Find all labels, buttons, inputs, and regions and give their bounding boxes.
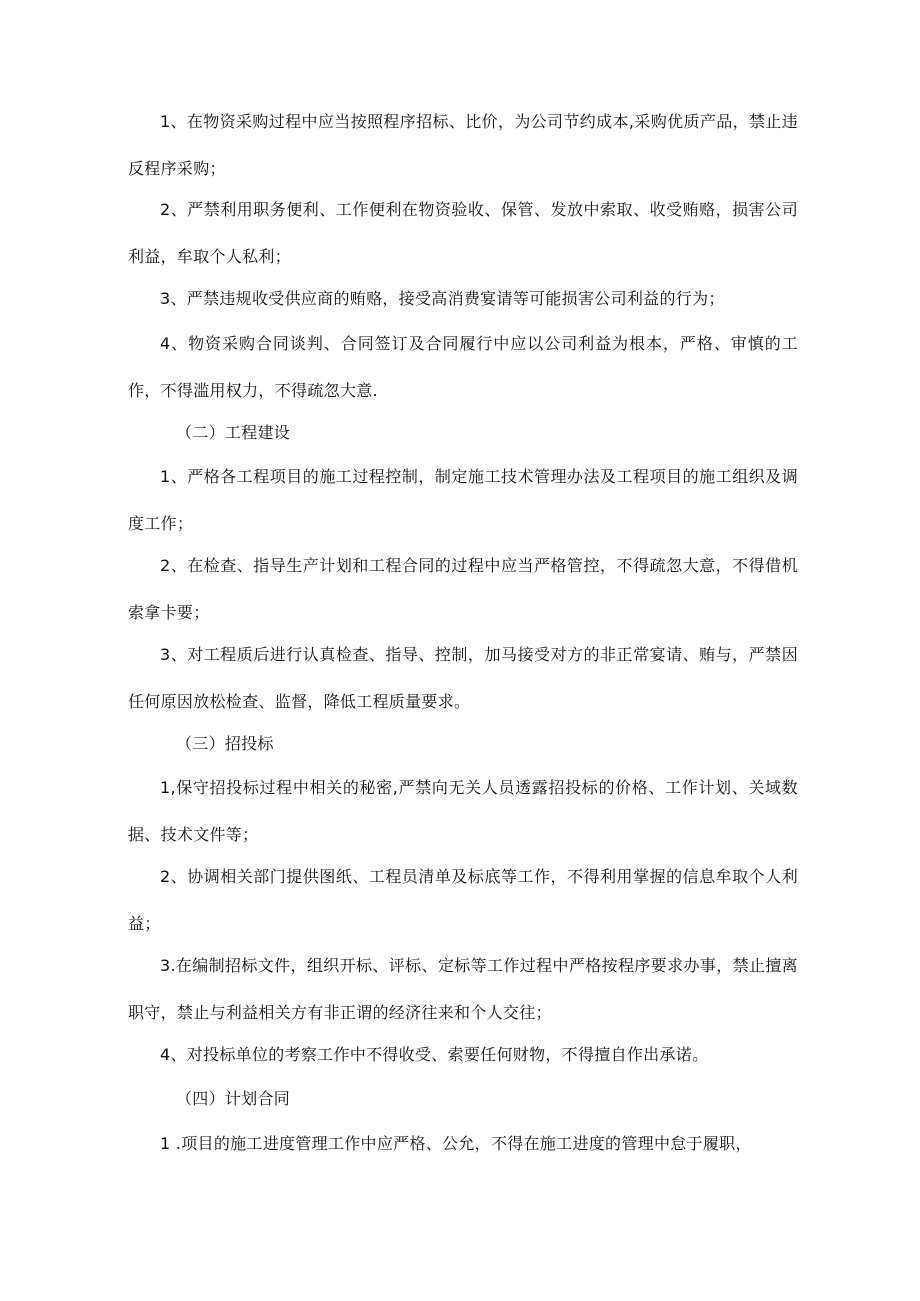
construction-item-1: 1、严格各工程项目的施工过程控制，制定施工技术管理办法及工程项目的施工组织及调度工作；: [128, 467, 798, 533]
purchase-item-2: 2、严禁利用职务便利、工作便利在物资验收、保管、发放中索取、收受贿赂，损害公司利益，牟取个人私利；: [128, 200, 798, 266]
construction-item-3: 3、对工程质后进行认真检查、指导、控制，加马接受对方的非正常宴请、贿与，严禁因任何原因放松检查、监督，降低工程质量要求。: [128, 645, 798, 711]
section-title-bidding: （三）招投标: [176, 734, 274, 753]
construction-item-2: 2、在检查、指导生产计划和工程合同的过程中应当严格管控，不得疏忽大意，不得借机索拿卡要；: [128, 556, 798, 622]
section-title-construction: （二）工程建设: [176, 423, 291, 442]
purchase-item-3: 3、严禁违规收受供应商的贿赂，接受高消费宴请等可能损害公司利益的行为；: [160, 289, 725, 308]
contract-item-1: 1 .项目的施工进度管理工作中应严格、公允，不得在施工进度的管理中怠于履职，: [160, 1134, 752, 1153]
bidding-item-4: 4、对投标单位的考察工作中不得收受、索要任何财物，不得擅自作出承诺。: [160, 1045, 709, 1064]
section-title-contract: （四）计划合同: [176, 1089, 291, 1108]
bidding-item-2: 2、协调相关部门提供图纸、工程员清单及标底等工作，不得利用掌握的信息牟取个人利益；: [128, 867, 798, 933]
purchase-item-4: 4、物资采购合同谈判、合同签订及合同履行中应以公司利益为根本，严格、审慎的工作，不得滥用权力，不得疏忽大意.: [128, 334, 798, 400]
bidding-item-1: 1,保守招投标过程中相关的秘密,严禁向无关人员透露招投标的价格、工作计划、关域数据、技术文件等；: [128, 778, 798, 844]
bidding-item-3: 3.在编制招标文件，组织开标、评标、定标等工作过程中严格按程序要求办事，禁止擅离职守，禁止与利益相关方有非正谓的经济往来和个人交往；: [128, 956, 798, 1022]
purchase-item-1: 1、在物资采购过程中应当按照程序招标、比价，为公司节约成本,采购优质产品，禁止违反程序采购；: [128, 112, 798, 178]
